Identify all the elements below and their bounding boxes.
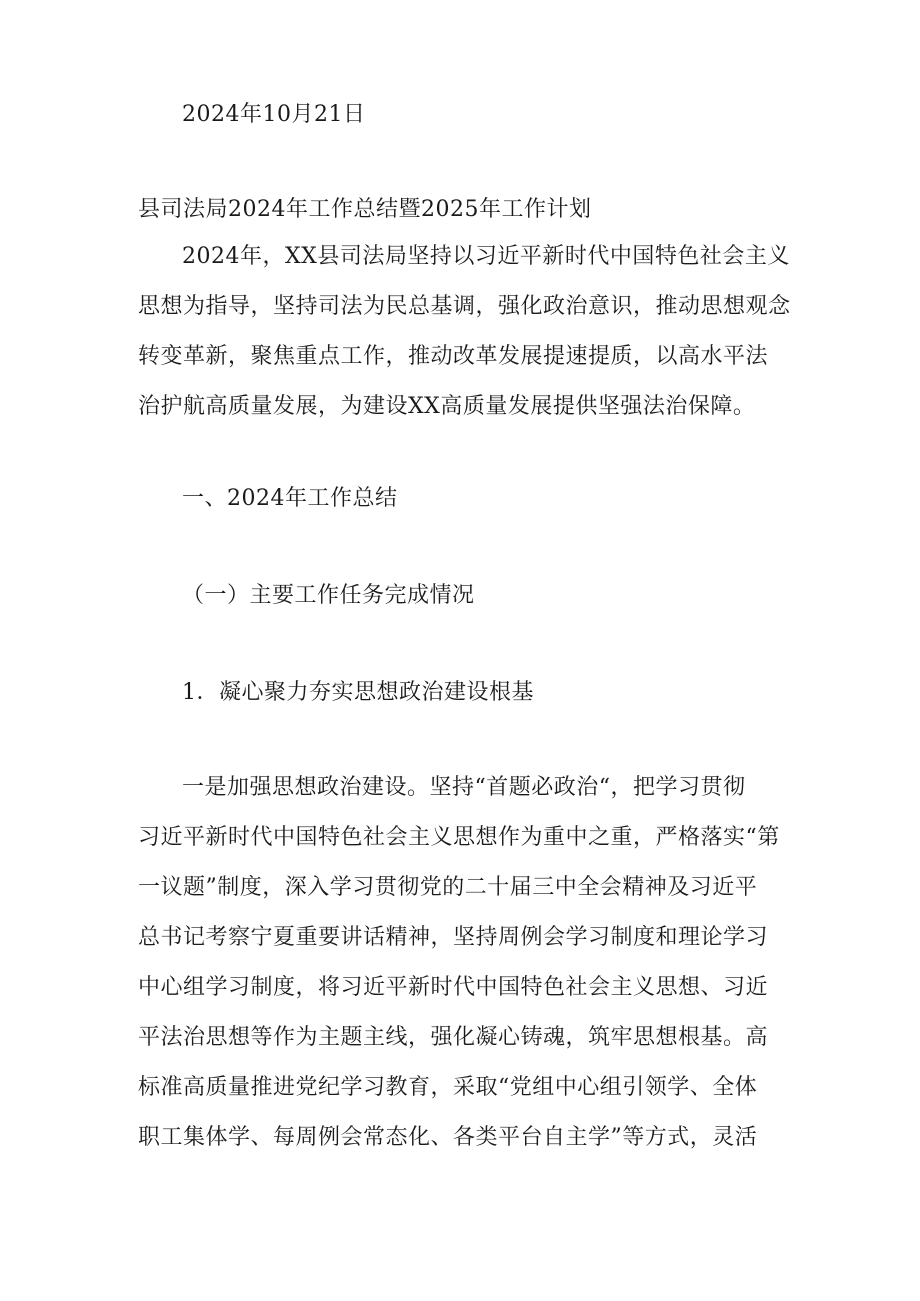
body-line: 一是加强思想政治建设。坚持“首题必政治“，把学习贯彻	[182, 775, 746, 800]
body-line: 标准高质量推进党纪学习教育，采取“党组中心组引领学、全体	[138, 1075, 758, 1100]
subsection-heading: （一）主要工作任务完成情况	[182, 583, 475, 608]
body-line: 总书记考察宁夏重要讲话精神，坚持周例会学习制度和理论学习	[138, 925, 769, 950]
intro-line: 治护航高质量发展，为建设XX高质量发展提供坚强法治保障。	[138, 394, 756, 419]
document-date: 2024年10月21日	[182, 102, 366, 127]
section-heading: 一、2024年工作总结	[182, 486, 398, 511]
intro-line: 思想为指导，坚持司法为民总基调，强化政治意识，推动思想观念	[138, 294, 791, 319]
intro-line: 2024年，XX县司法局坚持以习近平新时代中国特色社会主义	[182, 244, 790, 269]
body-line: 习近平新时代中国特色社会主义思想作为重中之重，严格落实“第	[138, 825, 780, 850]
body-line: 中心组学习制度，将习近平新时代中国特色社会主义思想、习近	[138, 975, 769, 1000]
body-line: 职工集体学、每周例会常态化、各类平台自主学”等方式，灵活	[138, 1125, 758, 1150]
body-line: 平法治思想等作为主题主线，强化凝心铸魂，筑牢思想根基。高	[138, 1025, 769, 1050]
intro-line: 转变革新，聚焦重点工作，推动改革发展提速提质，以高水平法	[138, 344, 769, 369]
document-title: 县司法局2024年工作总结暨2025年工作计划	[138, 197, 592, 222]
item-heading: 1．凝心聚力夯实思想政治建设根基	[182, 680, 534, 705]
body-line: 一议题”制度，深入学习贯彻党的二十届三中全会精神及习近平	[138, 875, 758, 900]
